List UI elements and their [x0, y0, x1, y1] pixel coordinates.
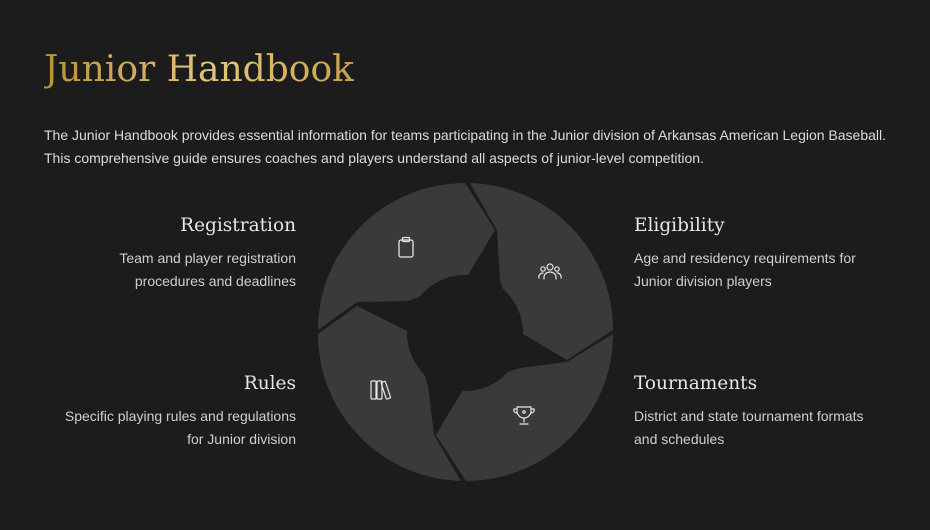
eligibility-text: Age and residency requirements for Junior division players [634, 250, 856, 289]
intro-paragraph: The Junior Handbook provides essential information for teams participating in the Junior division of Arkansas American Legion Baseball. This comprehensive guide ensures coaches and players understand all aspects of junior-level competition. [44, 127, 887, 166]
eligibility-block [634, 213, 884, 293]
rules-title: Rules [243, 373, 296, 394]
cycle-diagram [310, 178, 620, 488]
tournaments-text: District and state tournament formats and schedules [634, 408, 864, 447]
center-hole [407, 275, 523, 391]
rules-block [46, 371, 296, 451]
page-title: Junior Handbook [44, 46, 354, 94]
rules-text: Specific playing rules and regulations for Junior division [64, 408, 296, 447]
registration-title: Registration [180, 215, 296, 236]
registration-block [46, 213, 296, 293]
registration-text: Team and player registration procedures and deadlines [119, 250, 296, 289]
eligibility-title: Eligibility [634, 215, 725, 236]
tournaments-title: Tournaments [634, 373, 758, 394]
tournaments-block [634, 371, 884, 451]
